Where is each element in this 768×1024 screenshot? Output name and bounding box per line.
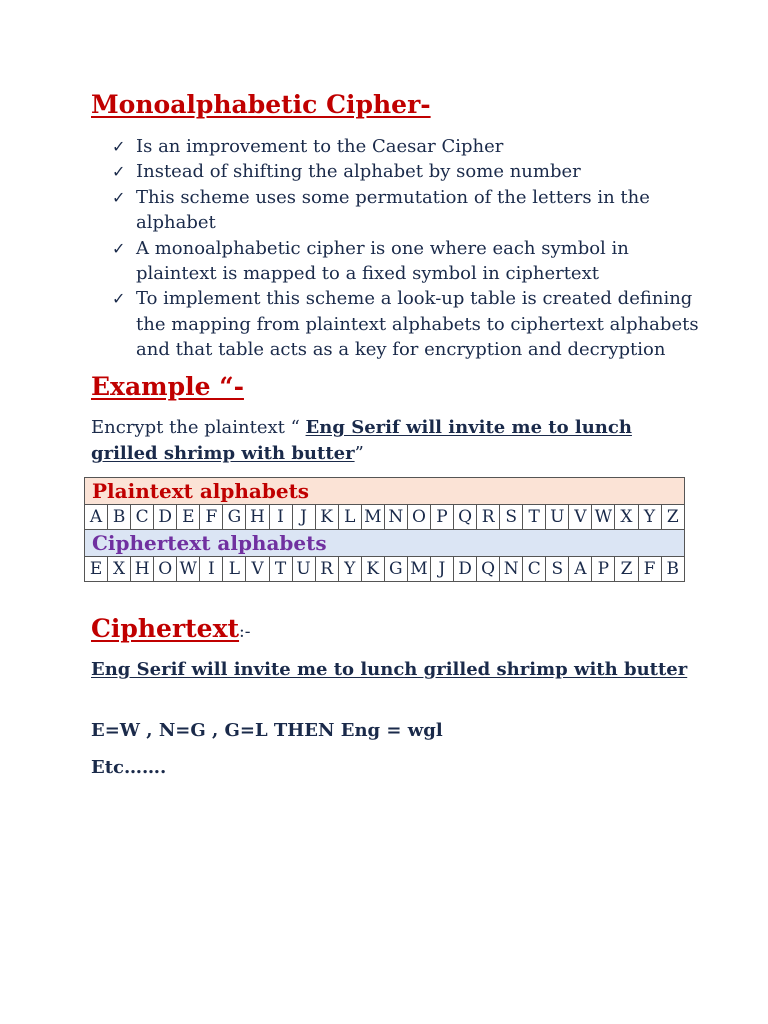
plaintext-letter-cell: B <box>108 505 131 530</box>
plaintext-letter-cell: M <box>361 505 384 530</box>
ciphertext-letter-cell: C <box>523 557 546 582</box>
ciphertext-letter-cell: K <box>361 557 384 582</box>
plaintext-letter-cell: W <box>592 505 615 530</box>
plaintext-letter-cell: F <box>200 505 223 530</box>
ciphertext-source-text: Eng Serif will invite me to lunch grilled shrimp with butter <box>91 659 688 680</box>
plaintext-letter-cell: E <box>177 505 200 530</box>
plaintext-letter-cell: X <box>615 505 638 530</box>
plaintext-letter-cell: S <box>500 505 523 530</box>
plaintext-letter-cell: Z <box>661 505 684 530</box>
bullet-text: To implement this scheme a look-up table is created defining the mapping from plaintext alphabets to ciphertext alphabets and that table acts as a key for encryption and decryption <box>136 288 699 361</box>
plaintext-letter-cell: C <box>131 505 154 530</box>
plaintext-label: Plaintext alphabets <box>85 478 685 505</box>
check-icon: ✓ <box>112 238 126 258</box>
etc-line: Etc……. <box>91 757 167 778</box>
ciphertext-row <box>85 557 685 582</box>
check-icon: ✓ <box>112 137 126 156</box>
plaintext-letter-cell: J <box>292 505 315 530</box>
ciphertext-letter-cell: L <box>223 557 246 582</box>
plaintext-letter-cell: U <box>546 505 569 530</box>
plaintext-letter-cell: K <box>315 505 338 530</box>
ciphertext-heading-text: Ciphertext <box>91 614 240 643</box>
ciphertext-header-row <box>85 530 685 557</box>
bullet-text: This scheme uses some permutation of the letters in the alphabet <box>136 186 650 234</box>
check-icon: ✓ <box>112 289 126 309</box>
ciphertext-letter-cell: W <box>177 557 200 582</box>
bullet-item <box>112 159 712 184</box>
ciphertext-letter-cell: O <box>154 557 177 582</box>
ciphertext-letter-cell: N <box>500 557 523 582</box>
ciphertext-heading <box>91 614 251 643</box>
ciphertext-letter-cell: Y <box>338 557 361 582</box>
plaintext-letter-cell: Q <box>454 505 477 530</box>
ciphertext-letter-cell: G <box>384 557 407 582</box>
plaintext-letter-cell: P <box>430 505 453 530</box>
plaintext-sample: Eng Serif will invite me to lunch grilled shrimp with butter <box>91 417 632 464</box>
ciphertext-letter-cell: T <box>269 557 292 582</box>
encrypt-prefix: Encrypt the plaintext “ <box>91 417 306 438</box>
ciphertext-letter-cell: A <box>569 557 592 582</box>
plaintext-letter-cell: A <box>85 505 108 530</box>
plaintext-letter-cell: L <box>338 505 361 530</box>
plaintext-letter-cell: I <box>269 505 292 530</box>
bullet-item <box>112 286 712 362</box>
bullet-item <box>112 134 712 159</box>
encrypt-instruction <box>91 415 691 467</box>
plaintext-letter-cell: G <box>223 505 246 530</box>
encrypt-suffix: ” <box>354 443 364 464</box>
ciphertext-label: Ciphertext alphabets <box>85 530 685 557</box>
ciphertext-letter-cell: B <box>661 557 684 582</box>
ciphertext-letter-cell: U <box>292 557 315 582</box>
ciphertext-letter-cell: D <box>454 557 477 582</box>
bullet-text: Is an improvement to the Caesar Cipher <box>136 136 504 157</box>
ciphertext-letter-cell: M <box>407 557 430 582</box>
plaintext-row <box>85 505 685 530</box>
example-heading: Example “- <box>91 372 244 401</box>
bullet-text: A monoalphabetic cipher is one where each symbol in plaintext is mapped to a fixed symbol in ciphertext <box>136 237 629 285</box>
ciphertext-letter-cell: Z <box>615 557 638 582</box>
plaintext-letter-cell: D <box>154 505 177 530</box>
plaintext-letter-cell: T <box>523 505 546 530</box>
ciphertext-heading-suffix: :- <box>239 622 251 642</box>
plaintext-letter-cell: O <box>407 505 430 530</box>
ciphertext-letter-cell: S <box>546 557 569 582</box>
substitution-table <box>84 477 685 582</box>
plaintext-letter-cell: Y <box>638 505 661 530</box>
plaintext-letter-cell: V <box>569 505 592 530</box>
check-icon: ✓ <box>112 162 126 182</box>
ciphertext-letter-cell: R <box>315 557 338 582</box>
ciphertext-letter-cell: F <box>638 557 661 582</box>
mapping-line: E=W , N=G , G=L THEN Eng = wgl <box>91 720 443 741</box>
plaintext-letter-cell: N <box>384 505 407 530</box>
plaintext-letter-cell: H <box>246 505 269 530</box>
bullet-item <box>112 236 712 287</box>
bullet-text: Instead of shifting the alphabet by some number <box>136 161 581 183</box>
plaintext-letter-cell: R <box>477 505 500 530</box>
ciphertext-letter-cell: V <box>246 557 269 582</box>
ciphertext-letter-cell: P <box>592 557 615 582</box>
ciphertext-letter-cell: Q <box>477 557 500 582</box>
ciphertext-letter-cell: H <box>131 557 154 582</box>
page-title: Monoalphabetic Cipher- <box>91 90 431 119</box>
check-icon: ✓ <box>112 187 126 207</box>
bullet-list <box>112 134 712 363</box>
ciphertext-letter-cell: E <box>85 557 108 582</box>
ciphertext-letter-cell: I <box>200 557 223 582</box>
plaintext-header-row <box>85 478 685 505</box>
ciphertext-letter-cell: J <box>430 557 453 582</box>
ciphertext-letter-cell: X <box>108 557 131 582</box>
bullet-item <box>112 185 712 236</box>
